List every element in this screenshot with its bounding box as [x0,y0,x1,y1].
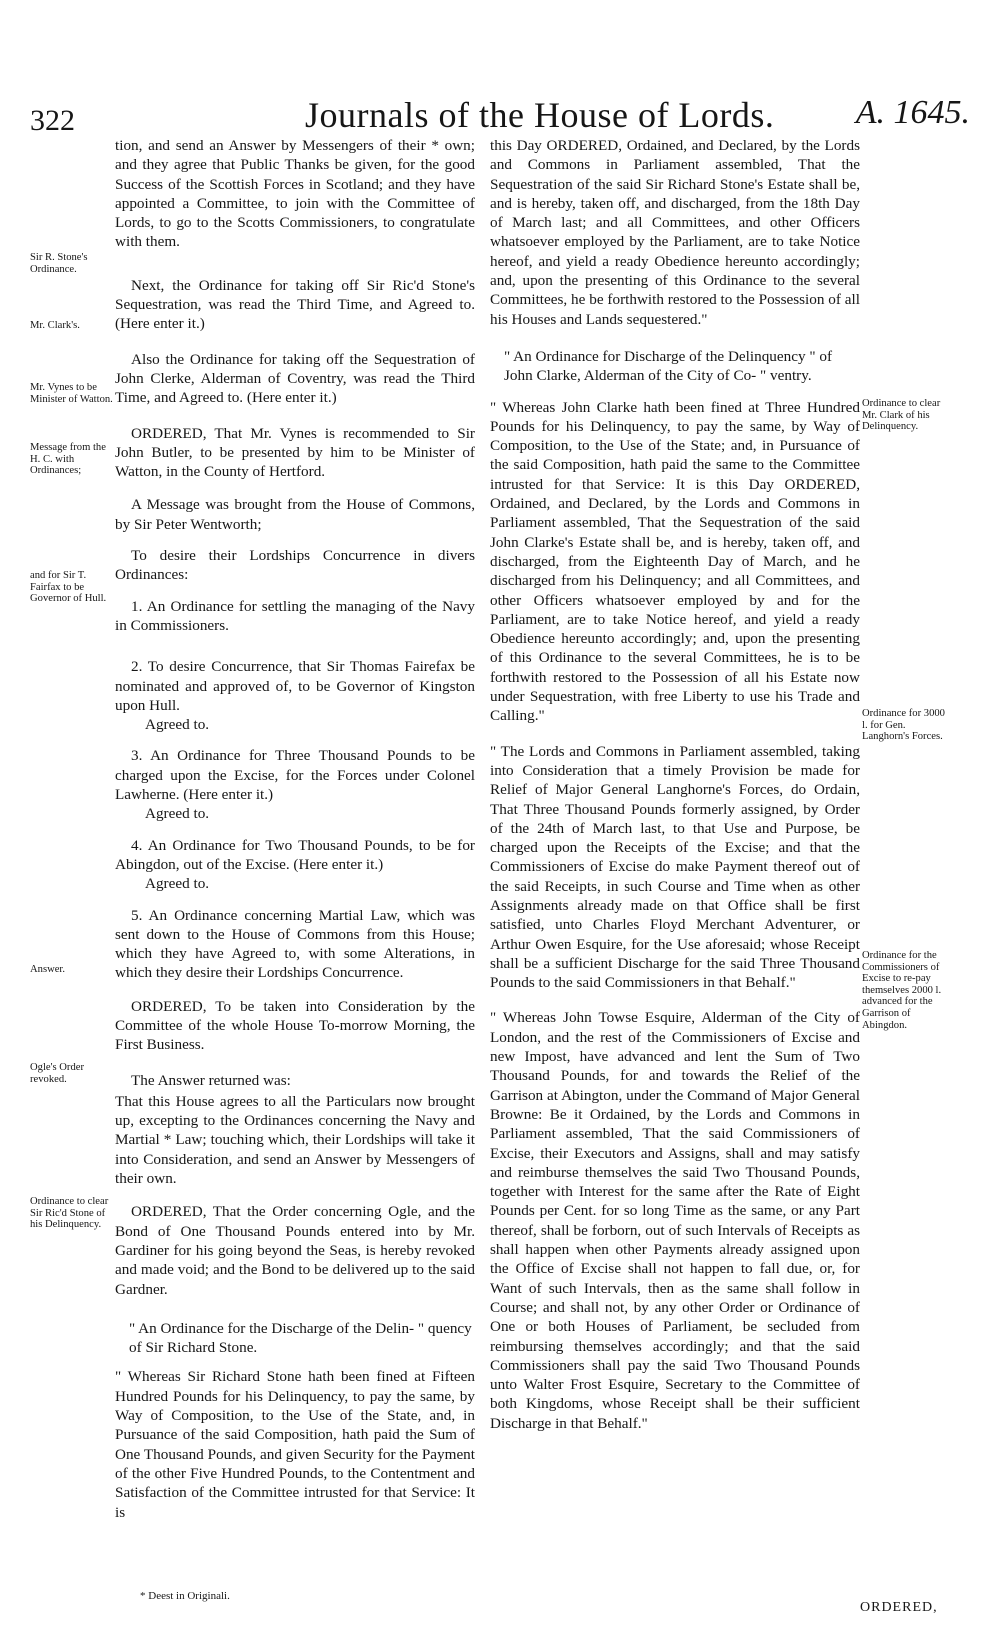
paragraph: The Answer returned was: [131,1071,291,1089]
paragraph: tion, and send an Answer by Messengers of their * own; and they agree that Public Thanks be given, for the good Success of the Scottish Forces in Scotland; and they have appointed a Committee, to join with the Committee of Lords, to go to the Scotts Commissioners, to congratulate with them. [115,137,475,251]
paragraph: Also the Ordinance for taking off the Sequestration of John Clerke, Alderman of Coventry, was read the Third Time, and Agreed to. (Here enter it.) [115,350,475,407]
page-header [30,64,970,137]
margin-note: Ordinance to clear Mr. Clark of his Delinquency. [862,398,941,433]
margin-note: Ordinance to clear Sir Ric'd Stone of his Delinquency. [30,1196,109,1231]
paragraph: " Whereas John Clarke hath been fined at Three Hundred Pounds for his Delinquency, to pay the same, by Way of Composition, to the Use of the State; and, in Pursuance of the said Composition, hath paid the same to the Committee intrusted for that Service: It is this Day ORDERED, Ordained, and Declared, by the Lords and Commons in Parliament assembled, That the Sequestration of the said John Clarke's Estate shall be, and is hereby, taken off, and discharged, from the Eighteenth Day of March, and he discharged from his Delinquency; and all Committees, and other Officers whatsoever employed by and for the Parliament, are to take Notice hereof, and yield a ready Obedience hereunto accordingly; and, upon the presenting of this Ordinance to the several Committees, he is to be forthwith restored to the Possession of all his Estate now under Sequestration, with free Liberty to use his Trade and Calling." [490,398,860,725]
right-column [490,136,860,1433]
ordinance-heading: " An Ordinance for Discharge of the Delinquency " of John Clarke, Alderman of the City of Co- " ventry. [504,347,832,385]
margin-note: Mr. Clark's. [30,320,80,331]
paragraph: ORDERED, To be taken into Consideration by the Committee of the whole House To-morrow Morning, the First Business. [115,997,475,1054]
margin-note: Sir R. Stone's Ordinance. [30,252,88,275]
paragraph: 5. An Ordinance concerning Martial Law, which was sent down to the House of Commons from this House; which they have Agreed to, with some Alterations, in which they desire their Lordships Concurrence. [115,906,475,982]
catchword: ORDERED, [860,1600,938,1615]
agreed-line: Agreed to. [145,875,210,893]
margin-note: Message from the H. C. with Ordinances; [30,442,106,477]
margin-note: Ordinance for the Commissioners of Excise to re-pay themselves 2000 l. advanced for the Garrison of Abingdon. [862,950,942,1031]
paragraph: 4. An Ordinance for Two Thousand Pounds, to be for Abingdon, out of the Excise. (Here enter it.) [115,836,475,873]
margin-note: Answer. [30,964,66,975]
margin-note: Ogle's Order revoked. [30,1062,84,1085]
agreed-line: Agreed to. [145,805,210,823]
paragraph: 3. An Ordinance for Three Thousand Pounds to be charged upon the Excise, for the Forces under Colonel Lawherne. (Here enter it.) [115,747,475,804]
paragraph: " The Lords and Commons in Parliament assembled, taking into Consideration that a timely Provision be made for Relief of Major General Langhorne's Forces, do Ordain, That Three Thousand Pounds formerly assigned, by Order of the 24th of March last, to that Use and Purpose, be charged upon the Receipts of the Excise; and that the Commissioners of Excise do make Payment thereof out of the said Receipts, in such Course and Time when as other Assignments already made on that Office shall be first satisfied, unto Charles Floyd Merchant Adventurer, or Arthur Owen Esquire, for the Use aforesaid; whose Receipt shall be a sufficient Discharge for the said Three Thousand Pounds to the said Commissioners in that Behalf." [490,742,860,992]
paragraph: 2. To desire Concurrence, that Sir Thomas Fairefax be nominated and approved of, to be Governor of Kingston upon Hull. [115,658,475,714]
paragraph: To desire their Lordships Concurrence in divers Ordinances: [115,547,475,584]
paragraph: ORDERED, That Mr. Vynes is recommended to Sir John Butler, to be presented by him to be Minister of Watton, in the County of Hertford. [115,424,475,481]
paragraph: A Message was brought from the House of Commons, by Sir Peter Wentworth; [115,496,475,533]
margin-note: and for Sir T. Fairfax to be Governor of Hull. [30,570,107,605]
running-title: Journals of the House of Lords. [305,95,775,135]
ordinance-heading: " An Ordinance for the Discharge of the Delin- " quency of Sir Richard Stone. [129,1319,472,1357]
year-heading: A. 1645. [855,94,970,131]
margin-note: Mr. Vynes to be Minister of Watton. [30,382,113,405]
paragraph: ORDERED, That the Order concerning Ogle, and the Bond of One Thousand Pounds entered into by Mr. Gardiner for his going beyond the Seas, is hereby revoked and made void; and the Bond to be delivered up to the said Gardner. [115,1203,475,1298]
paragraph: 1. An Ordinance for settling the managing of the Navy in Commissioners. [115,597,475,634]
paragraph: Next, the Ordinance for taking off Sir Ric'd Stone's Sequestration, was read the Third Time, and Agreed to. (Here enter it.) [115,276,475,333]
agreed-line: Agreed to. [145,716,210,734]
margin-note: Ordinance for 3000 l. for Gen. Langhorn's Forces. [862,708,945,743]
paragraph: " Whereas John Towse Esquire, Alderman of the City of London, and the rest of the Commissioners of Excise and new Impost, have advanced and lent the Sum of Two Thousand Pounds, for and towards the Relief of the Garrison at Abington, under the Command of Major General Browne: Be it Ordained, by the Lords and Commons in Parliament assembled, That the said Commissioners of Excise, their Executors and Assigns, shall and may satisfy and reimburse themselves the said Two Thousand Pounds, together with Interest for the same after the Rate of Eight Pounds per Cent. for so long Time as the same, or any Part thereof, shall be forborn, out of such Intervals of Receipts as shall happen when other Payments already assigned upon the Office of Excise shall not happen to fall due, or, for Want of such Intervals, then as the same shall follow in Course; and shall not, by any other Order or Ordinance of One or both Houses of Parliament, be secluded from reimbursing themselves accordingly; and that the said Commissioners shall pay the said Two Thousand Pounds unto Walter Frost Esquire, Secretary to the Committee of both Kingdoms, whose Receipt shall be their sufficient Discharge in that Behalf." [490,1009,860,1432]
left-column [115,136,475,1522]
paragraph: That this House agrees to all the Particulars now brought up, excepting to the Ordinances concerning the Navy and Martial * Law; touching which, their Lordships will take it into Consideration, and send an Answer by Messengers of their own. [115,1092,475,1188]
paragraph: this Day ORDERED, Ordained, and Declared, by the Lords and Commons in Parliament assembled, That the Sequestration of the said Sir Richard Stone's Estate shall be, and is hereby, taken off, and discharged, from the 18th Day of March last; and all Committees, and other Officers whatsoever employed by the Parliament, are to take Notice hereof, and yield a ready Obedience hereunto accordingly; and, upon the presenting of this Ordinance to the several Committees, he be forthwith restored to the Possession of all his Houses and Lands sequestered." [490,137,860,328]
paragraph: " Whereas Sir Richard Stone hath been fined at Fifteen Hundred Pounds for his Delinquency, to pay the same, by Way of Composition, to the Use of the State, and, in Pursuance of the said Composition, hath paid the Sum of One Thousand Pounds, and given Security for the Payment of the other Five Hundred Pounds, to the Contentment and Satisfaction of the Committee intrusted for that Service: It is [115,1368,475,1521]
page-number: 322 [30,104,75,137]
footnote: * Deest in Originali. [140,1590,230,1602]
